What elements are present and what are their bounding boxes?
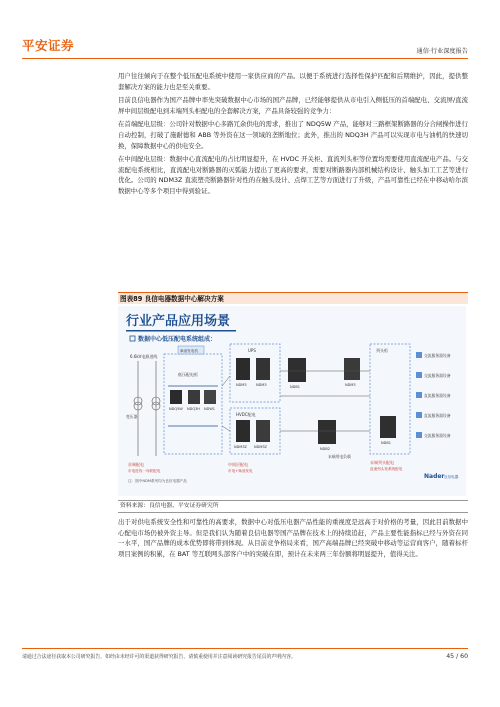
column-head-label: 列头柜	[376, 348, 388, 353]
paragraph: 目前良信电器作为国产品牌中率先突破数据中心市场的国产品牌，已经能够提供从市电引入侧低压的首端配电、交流屏/直流屏中间层级配电到末端列头柜配电的全套解决方案，产品具备较强的竞争力：	[118, 96, 468, 115]
transformer-label: 变压器	[126, 414, 138, 419]
end-user-label: 末端用电负载	[328, 454, 351, 459]
server-icon	[416, 412, 422, 418]
body-text-bottom	[118, 517, 468, 562]
mid-level-label: 中间层配电	[228, 462, 248, 467]
body-text-top	[118, 71, 468, 200]
server-icon	[416, 392, 422, 398]
footer-disclaimer: 请通过合法途径获取本公司研究报告，如经由未经许可的渠道获得研究报告，请慎重使用并注意阅读研究报告尾页的声明内容。	[22, 654, 296, 660]
product-label: NDM3	[256, 383, 267, 387]
product-label: NDQ5W	[169, 407, 183, 411]
product-ndw1-image	[204, 390, 216, 404]
diagram-banner: 行业产品应用场景	[126, 314, 231, 329]
hvdc-label: HVDC配电	[236, 412, 256, 417]
mid-level-desc: 市电+柴油发电	[228, 469, 253, 473]
figure-title: 图表89 良信电器数据中心解决方案	[118, 292, 468, 304]
server-label: 直流服务器设备	[424, 393, 451, 398]
server-icon	[416, 432, 422, 438]
figure-source: 资料来源：良信电器、平安证券研究所	[118, 500, 468, 513]
server-label: 交流服务器设备	[424, 433, 451, 438]
product-ndm3-image	[256, 358, 270, 380]
diagram-svg	[118, 306, 466, 496]
lv-cabinet-label: 低压配电柜	[178, 372, 198, 377]
product-label: NDM3Z	[254, 445, 267, 449]
product-ndb1-image	[288, 358, 306, 382]
product-label: NDB1	[290, 385, 300, 389]
product-label: NDM3	[345, 383, 356, 387]
server-label: 直流服务器设备	[424, 413, 451, 418]
product-label: NDB1	[381, 441, 391, 445]
product-ndm3z-image	[236, 420, 250, 442]
end-level-label: 末端列头配电	[370, 460, 394, 465]
server-label: 交流服务器设备	[424, 373, 451, 378]
product-label: NDM3Z	[234, 445, 247, 449]
product-ndm3z-image	[256, 420, 270, 442]
company-logo: 平安证券	[22, 38, 75, 53]
footer-divider	[22, 648, 468, 649]
product-ndb2-image	[318, 420, 336, 444]
paragraph: 用户往往倾向于在整个低压配电系统中使用一家供应商的产品。以便于系统进行选择性保护匹配和后期维护，因此，提供整套解决方案的能力也是至关重要。	[118, 72, 468, 91]
generator-label: 柴油发电机	[180, 349, 198, 353]
product-label: NDW1	[204, 407, 216, 411]
first-level-desc: 市电进线一母联配电	[128, 469, 161, 473]
report-type: 通信·行业深度报告	[416, 48, 468, 55]
end-level-desc: 直流列头柜系统配电	[370, 467, 403, 471]
product-ndm3-image	[344, 358, 360, 380]
diagram-note: 注：图中NDM系列均为良信电器产品	[128, 479, 187, 483]
product-ndb1-image	[380, 416, 396, 438]
product-ndq3h-image	[188, 390, 200, 404]
product-ndq5w-image	[170, 390, 182, 404]
product-label: NDQ3H	[187, 407, 200, 411]
product-label: NDB2	[320, 447, 330, 451]
brand-logo: Nader	[424, 473, 445, 480]
brand-name: 良信电器	[444, 475, 459, 479]
paragraph: 在中间配电层级：数据中心直流配电的占比明显提升，在 HVDC 开关柜、直流列头柜等位置均需要使用直流配电产品。与交流配电系统相比，直流配电对断路器的灭弧能力提出了更高的要求，需要对断路器内部机械结构设计、触头加工工艺等进行优化。公司的 NDM3Z 直流塑壳断路器针对性的在触头设计、点焊工艺等方面进行了升级，产品可靠性已经在中移动哈尔滨数据中心等多个项目中得到验证。	[118, 155, 468, 195]
product-label: NDM3	[236, 383, 247, 387]
ups-label: UPS	[248, 348, 256, 353]
page-number: 45 / 60	[446, 653, 468, 660]
paragraph: 在首端配电层级：公司针对数据中心多路冗余供电的需求，推出了 NDQ5W 产品，能够对三路框架断路器的分合闸操作进行自动控制，打破了施耐德和 ABB 等外资在这一领域的垄断地位；此外，推出的 NDQ3H 产品可以实现市电与油机的快速切换，保障数据中心的供电安全。	[118, 120, 468, 150]
first-level-label: 首端配电	[128, 462, 144, 467]
diagram-subtitle: 数据中心低压配电系统组成：	[138, 336, 217, 343]
server-icon	[416, 352, 422, 358]
power-input-label: 6.6kV电源进线	[130, 354, 158, 359]
solution-diagram	[118, 306, 466, 496]
banner-underline	[126, 330, 236, 332]
server-icon	[416, 372, 422, 378]
product-ndm3-image	[236, 358, 250, 380]
paragraph: 出于对供电系统安全性和可靠性的高要求，数据中心对低压电器产品性能的重视度是远高于对价格的考量，因此目前数据中心配电市场仍被外资主导。但是我们认为随着良信电器等国产品牌在技术上的持续追赶，产品主要性能指标已经与外资在同一水平，国产品牌的成本优势即将带到体现。从目前竞争格局来看，国产高端品牌已经突破中移动等运营商客户，随着标杆项目案例的积累，在 BAT 等互联网头部客户中的突破在即，预计在未来两三年份额将明显提升，值得关注。	[118, 518, 468, 558]
server-label: 交流服务器设备	[424, 353, 451, 358]
header-divider	[22, 58, 468, 59]
